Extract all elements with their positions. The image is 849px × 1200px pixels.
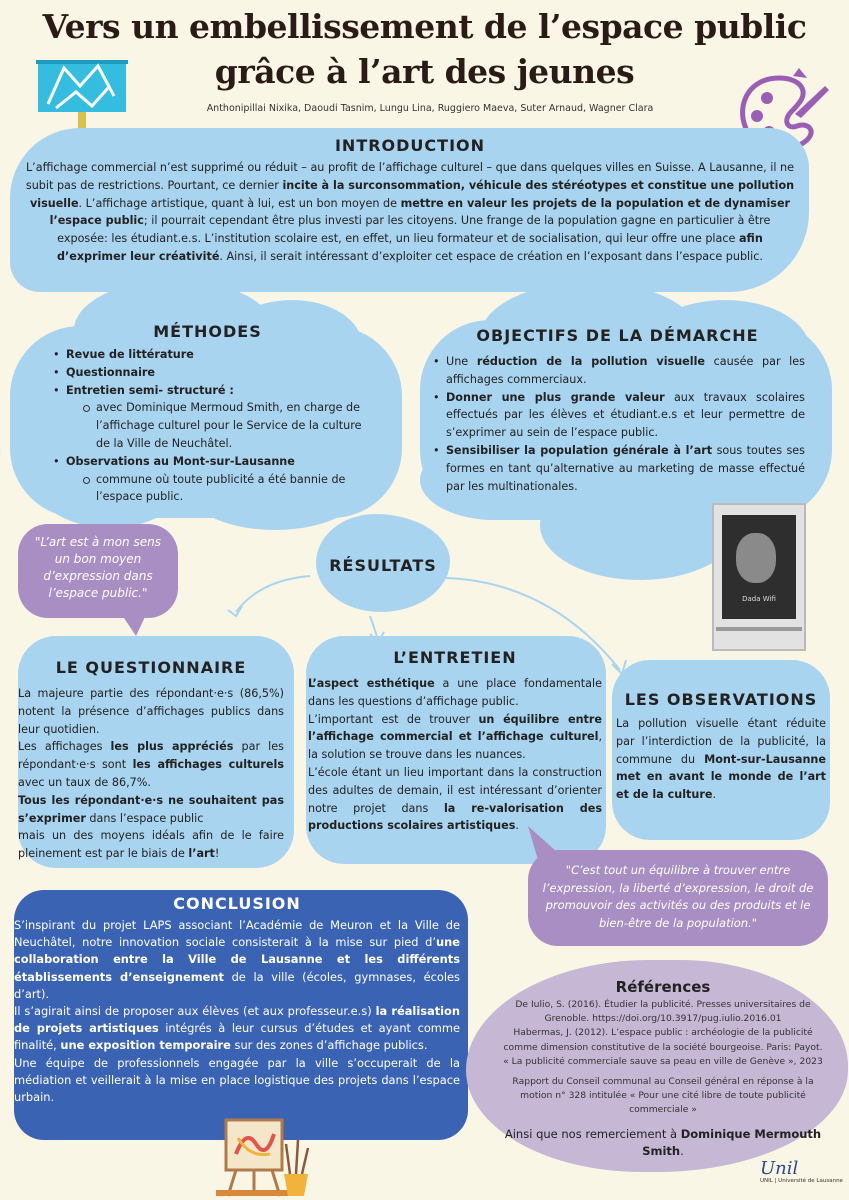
observations-heading: LES OBSERVATIONS [624, 690, 818, 709]
references-section [496, 978, 830, 1160]
reference-1: De Iulio, S. (2016). Étudier la publicité. Presses universitaires de Grenoble. https://doi.org/10.3917/pug.iulio.2016.01 [515, 999, 811, 1025]
introduction-text: L’affichage commercial n’est supprimé ou réduit – au profit de l’affichage culturel – que dans quelques villes en Suisse. A Lausanne, il ne subit pas de restrictions. Pourtant, ce dernier incite à la surconsommation, véhicule des stéréotypes et constitue une pollution visuelle. L’affichage artistique, quant à lui, est un bon moyen de mettre en valeur les projets de la population et de dynamiser l’espace public; il pourrait cependant être plus investi par les citoyens. Une frange de la population gagne en particulier à être exposée: les étudiant.e.s. L’institution scolaire est, en effet, un lieu formateur et de socialisation, qui leur offre une place afin d’exprimer leur créativité. Ainsi, il serait intéressant d’exploiter cet espace de création en l’exposant dans l’espace public. [25, 161, 795, 263]
quote-1: "L’art est à mon sens un bon moyen d’expression dans l’espace public." [18, 524, 178, 618]
resultats-heading: RÉSULTATS [329, 556, 437, 575]
reference-4: Rapport du Conseil communal au Conseil général en réponse à la motion n° 328 intitulée « Pour une cité libre de toute publicité commerciale » [512, 1076, 814, 1116]
introduction-section [24, 136, 796, 266]
poster-title: Vers un embellissement de l’espace public grâce à l’art des jeunes [42, 7, 807, 91]
methodes-section: MÉTHODES • Revue de littérature • Questionnaire • Entretien semi- structuré : avec Dominique Mermoud Smith, en charge de l’affichage culturel pour le Service de la culture de la Ville de Neuchâtel. • Observations au Mont-sur-Lausanne commune où toute publicité a été bannie de l’espace public. [50, 322, 365, 506]
objectifs-heading: OBJECTIFS DE LA DÉMARCHE [476, 326, 759, 345]
reference-3: « La publicité commerciale sauve sa peau en ville de Genève », 2023 [503, 1055, 823, 1067]
easel-icon [216, 1114, 316, 1198]
reference-2: Habermas, J. (2012). L’espace public : archéologie de la publicité comme dimension constitutive de la société bourgeoise. Paris: Payot. [503, 1027, 823, 1053]
observations-section: LES OBSERVATIONS La pollution visuelle étant réduite par l’interdiction de la publicité, la commune du Mont-sur-Lausanne met en avant le monde de l’art et de la culture. [616, 690, 826, 802]
introduction-heading: INTRODUCTION [334, 136, 486, 155]
conclusion-heading: CONCLUSION [173, 894, 301, 913]
authors: Anthonipillai Nixika, Daoudi Tasnim, Lungu Lina, Ruggiero Maeva, Suter Arnaud, Wagner Clara [206, 103, 654, 114]
methodes-heading: MÉTHODES [153, 322, 262, 341]
questionnaire-section: LE QUESTIONNAIRE La majeure partie des répondant·e·s (86,5%) notent la présence d’affichages publics dans leur quotidien. Les affichages les plus appréciés par les répondant·e·s sont les affichages culturels avec un taux de 86,7%. Tous les répondant·e·s ne souhaitent pas s’exprimer dans l’espace public mais un des moyens idéals afin de le faire pleinement est par le biais de l’art! [18, 658, 284, 861]
unil-logo: Unil UNIL | Université de Lausanne [760, 1158, 843, 1184]
entretien-section: L’ENTRETIEN L’aspect esthétique a une place fondamentale dans les questions d’affichage public. L’important est de trouver un équilibre entre l’affichage commercial et l’affichage culturel, la solution se trouve dans les nuances. L’école étant un lieu important dans la construction des adultes de demain, il est intéressant d’orienter notre projet dans la re-valorisation des productions scolaires artistiques. [308, 648, 603, 833]
quote-tail [116, 606, 150, 640]
objectifs-section: OBJECTIFS DE LA DÉMARCHE • Une réduction de la pollution visuelle causée par les affichages commerciaux. • Donner une plus grande valeur aux travaux scolaires effectués par les élèves et étudiant.e.s et leur permettre de s’exprimer au sein de l’espace public. • Sensibiliser la population générale à l’art sous toutes ses formes en tant qu’alternative au marketing de masse effectué par les multinationales. [430, 326, 805, 495]
conclusion-section: CONCLUSION S’inspirant du projet LAPS associant l’Académie de Meuron et la Ville de Neuchâtel, notre innovation sociale consisterait à la mise sur pied d’une collaboration entre la Ville de Lausanne et les différents établissements d’enseignement de la ville (écoles, gymnases, écoles d’art). Il s’agirait ainsi de proposer aux élèves (et aux professeur.e.s) la réalisation de projets artistiques intégrés à leur cursus d’études et ayant comme finalité, une exposition temporaire sur des zones d’affichage publics. Une équipe de professionnels engagée par la ville s’occuperait de la médiation et veillerait à la mise en place logistique des projets dans l’espace urbain. [14, 894, 460, 1105]
poster-photo: Dada Wifi [712, 503, 806, 651]
entretien-heading: L’ENTRETIEN [393, 648, 517, 667]
billboard-icon [36, 56, 132, 138]
thanks: Ainsi que nos remerciement à Dominique Mermouth Smith. [504, 1126, 822, 1158]
references-heading: Références [615, 978, 711, 996]
quote-2: "C’est tout un équilibre à trouver entre l’expression, la liberté d’expression, le droit de promouvoir des activités ou des produits et le bien-être de la population." [528, 850, 828, 946]
questionnaire-heading: LE QUESTIONNAIRE [55, 658, 247, 677]
